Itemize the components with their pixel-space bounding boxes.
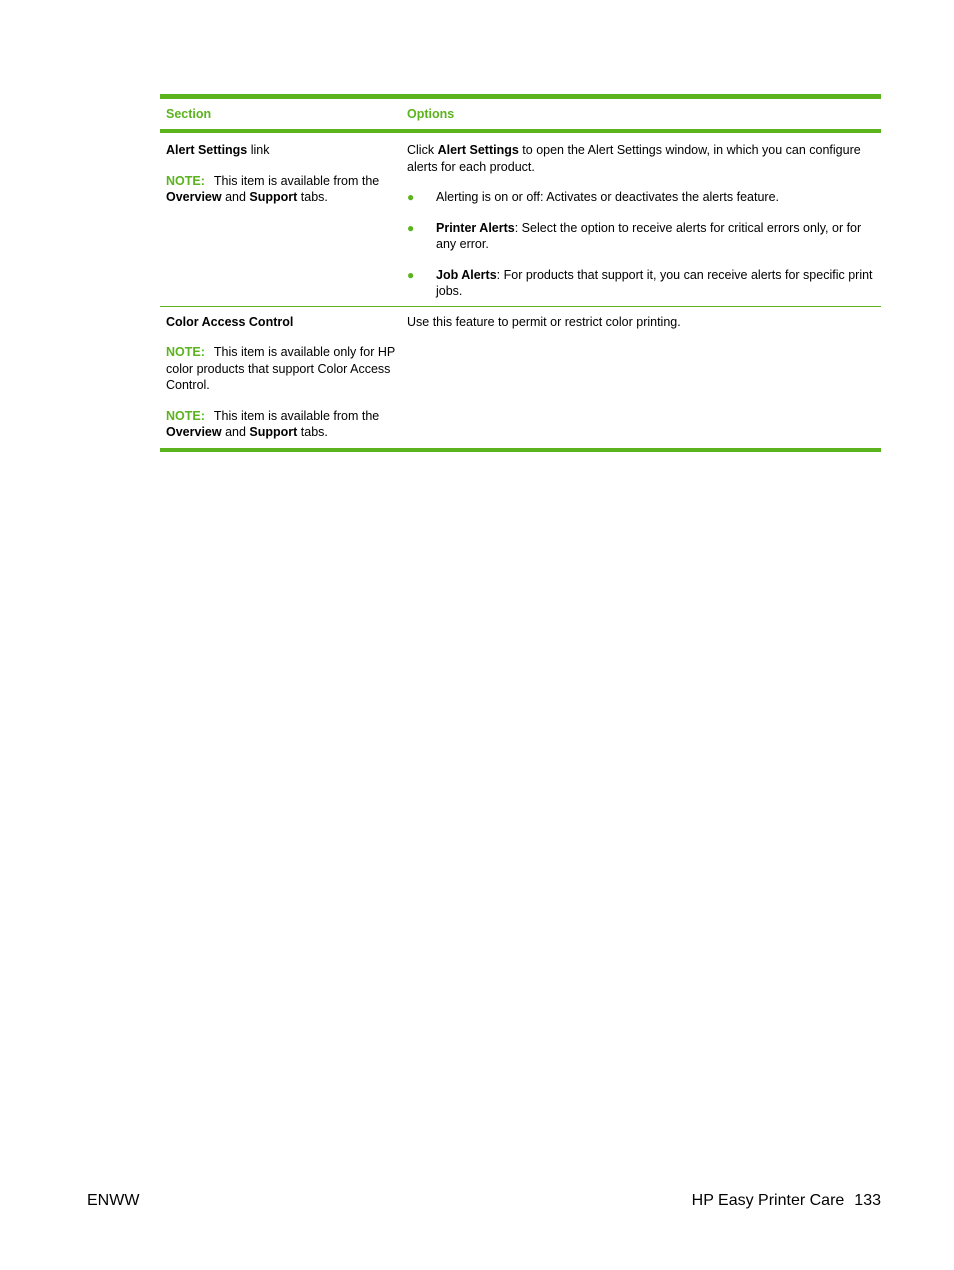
bullet-text: : For products that support it, you can receive alerts for specific print jobs. [436,267,873,298]
list-item [407,267,875,300]
note-support: Support [249,190,298,204]
options-intro [407,142,875,175]
section-title [166,314,395,331]
bullet-bold: Printer Alerts [436,220,515,235]
note-text: This item is available from the [213,173,380,188]
header-options: Options [407,107,455,121]
options-table [160,94,881,452]
bullet-text: Alerting is on or off: Activates or deactivates the alerts feature. [436,190,780,204]
page-number: 133 [854,1192,881,1209]
note-and: and [221,425,250,439]
bullet-text: : Select the option to receive alerts for critical errors only, or for any error. [436,220,862,251]
note-text: This item is available only for HP color products that support Color Access Control. [166,345,395,392]
note-overview: Overview [166,190,222,204]
note-support: Support [249,425,298,439]
section-title-suffix: link [247,143,270,157]
intro-pre: Click [407,143,438,157]
bullet-icon: ● [407,220,415,235]
note [166,173,395,206]
bullet-icon: ● [407,267,415,282]
note-label: NOTE: [166,345,205,359]
footer-left: ENWW [87,1192,140,1209]
note [166,344,395,394]
note-label: NOTE: [166,173,205,188]
note-label: NOTE: [166,408,205,423]
footer-title: HP Easy Printer Care [691,1192,845,1209]
note-overview: Overview [166,425,222,439]
bullet-icon: ● [407,190,415,204]
note [166,408,395,441]
section-title-bold: Alert Settings [166,143,248,157]
note-end: tabs. [297,190,328,204]
options-text: Use this feature to permit or restrict color printing. [407,314,681,329]
bullet-bold: Job Alerts [436,267,497,282]
table-header-row [160,99,881,133]
section-cell-color-access [160,314,401,441]
options-cell-color-access [401,314,881,441]
list-item [407,189,875,206]
note-text: This item is available from the [213,408,380,423]
section-cell-alert-settings [160,142,401,300]
section-title [166,142,395,159]
options-cell-alert-settings [401,142,881,300]
intro-bold: Alert Settings [437,143,519,157]
list-item [407,220,875,253]
note-and: and [221,190,250,204]
intro-post: to open the Alert Settings window, in which you can configure alerts for each product. [407,143,861,174]
footer-right [692,1192,881,1210]
table-bottom-rule [160,448,881,452]
table-row [160,133,881,307]
note-end: tabs. [297,425,328,439]
header-section: Section [166,107,212,121]
options-bullet-list [407,189,875,300]
section-title-bold: Color Access Control [166,314,294,329]
table-row [160,307,881,448]
